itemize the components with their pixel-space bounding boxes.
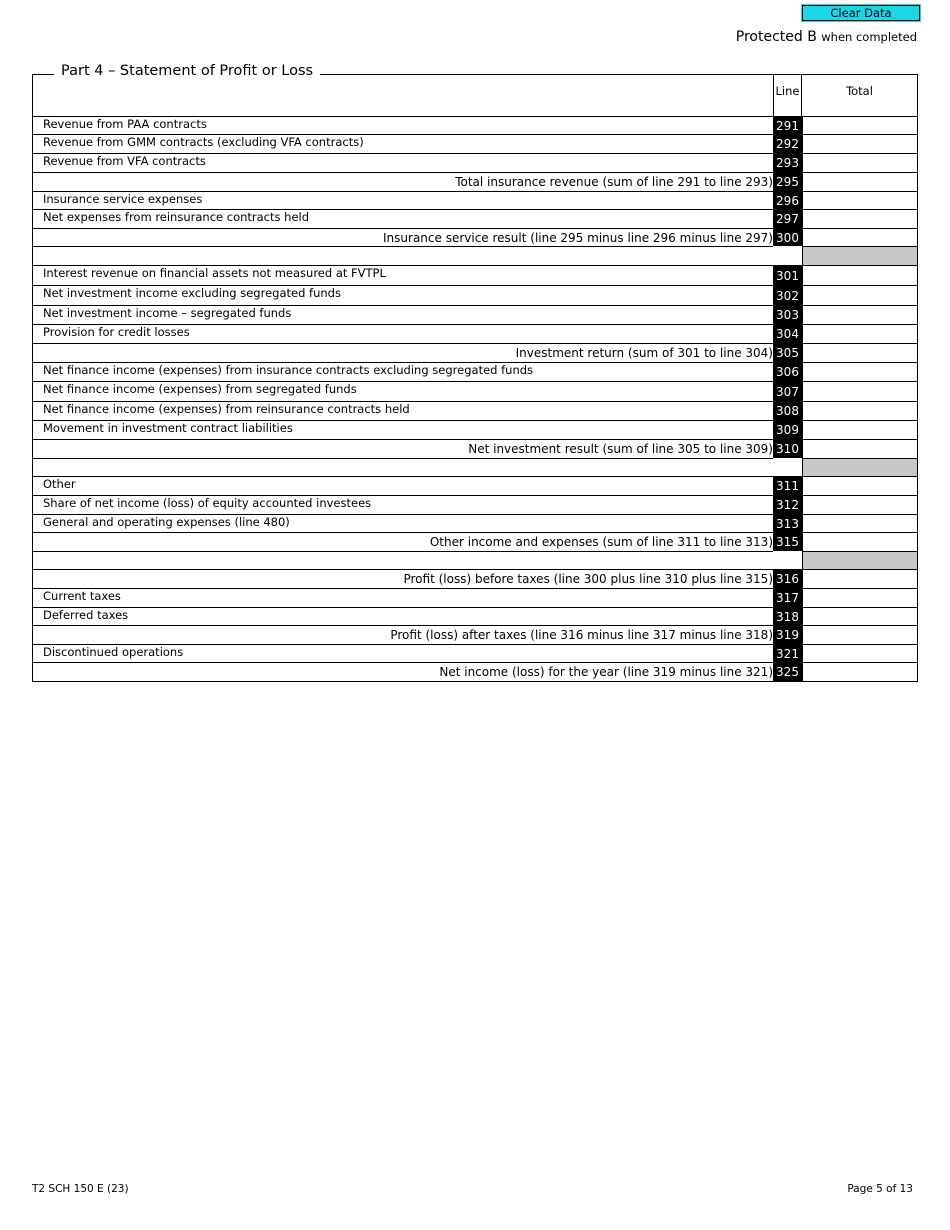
line-number: 318 (773, 607, 802, 626)
line-number: 306 (773, 362, 802, 382)
amount-input[interactable] (802, 515, 917, 532)
line-number: 325 (773, 662, 802, 682)
row-description: Net finance income (expenses) from segregated funds (43, 382, 357, 396)
line-number: 296 (773, 191, 802, 210)
row-description: Other income and expenses (sum of line 311 to line 313) (429, 535, 773, 549)
line-number: 291 (773, 116, 802, 135)
row-description: Other (43, 477, 76, 491)
row-description: Revenue from GMM contracts (excluding VFA contracts) (43, 135, 364, 149)
shaded-cell (802, 247, 917, 265)
row-description: Movement in investment contract liabilities (43, 421, 293, 435)
total-row (32, 172, 918, 191)
row-description: General and operating expenses (line 480) (43, 515, 290, 529)
line-number: 317 (773, 588, 802, 608)
table-row (32, 134, 918, 153)
total-column-header: Total (846, 84, 873, 98)
total-row (32, 625, 918, 644)
table-row (32, 324, 918, 343)
total-row (32, 343, 918, 362)
row-description: Net expenses from reinsurance contracts held (43, 210, 310, 224)
line-number: 305 (773, 343, 802, 363)
table-row (32, 607, 918, 625)
row-description: Insurance service expenses (43, 192, 203, 206)
amount-input[interactable] (802, 402, 917, 420)
line-number: 310 (773, 439, 802, 459)
table-row (32, 285, 918, 305)
row-description: Interest revenue on financial assets not measured at FVTPL (43, 266, 386, 280)
table-row (32, 191, 918, 209)
line-column-header: Line (775, 84, 800, 98)
amount-input[interactable] (802, 382, 917, 401)
row-description: Net finance income (expenses) from reinsurance contracts held (43, 402, 410, 416)
row-description: Revenue from VFA contracts (43, 154, 206, 168)
line-number: 321 (773, 644, 802, 663)
total-row (32, 228, 918, 246)
protected-label: Protected B (735, 29, 817, 45)
form-identifier: T2 SCH 150 E (23) (32, 1183, 129, 1195)
line-number: 311 (773, 476, 802, 496)
amount-input[interactable] (802, 440, 917, 458)
table-row (32, 401, 918, 420)
protected-b-notice (736, 29, 917, 45)
protected-when-completed: when completed (821, 30, 917, 44)
line-number: 301 (773, 265, 802, 286)
row-description: Profit (loss) before taxes (line 300 plus line 310 plus line 315) (403, 572, 773, 586)
amount-input[interactable] (802, 626, 917, 644)
line-number: 303 (773, 305, 802, 325)
part-title: Part 4 – Statement of Profit or Loss (54, 62, 320, 80)
amount-input[interactable] (802, 496, 917, 514)
amount-input[interactable] (802, 570, 917, 588)
row-description: Net investment income – segregated funds (43, 306, 292, 320)
row-description: Share of net income (loss) of equity accounted investees (43, 496, 372, 510)
row-description: Investment return (sum of 301 to line 304) (515, 346, 773, 360)
spacer-row (32, 551, 918, 569)
total-row (32, 569, 918, 588)
amount-input[interactable] (802, 608, 917, 625)
row-description: Provision for credit losses (43, 325, 190, 339)
shaded-cell (802, 459, 917, 476)
total-row (32, 662, 918, 681)
clear-data-button[interactable]: Clear Data (802, 5, 920, 21)
line-number: 316 (773, 569, 802, 589)
line-number: 297 (773, 209, 802, 229)
line-number: 313 (773, 514, 802, 533)
amount-input[interactable] (802, 192, 917, 209)
line-number (773, 246, 802, 266)
amount-input[interactable] (802, 589, 917, 607)
amount-input[interactable] (802, 306, 917, 324)
table-row (32, 265, 918, 285)
row-description: Insurance service result (line 295 minus line 296 minus line 297) (383, 231, 773, 245)
amount-input[interactable] (802, 325, 917, 343)
amount-input[interactable] (802, 645, 917, 662)
row-description: Current taxes (43, 589, 121, 603)
spacer-row (32, 458, 918, 476)
spacer-row (32, 246, 918, 265)
amount-input[interactable] (802, 135, 917, 153)
table-row (32, 209, 918, 228)
table-row (32, 588, 918, 607)
amount-input[interactable] (802, 363, 917, 381)
table-row (32, 495, 918, 514)
line-number: 315 (773, 532, 802, 552)
line-number: 319 (773, 625, 802, 645)
page-number: Page 5 of 13 (847, 1183, 913, 1195)
amount-input[interactable] (802, 173, 917, 191)
table-row (32, 116, 918, 134)
row-description: Net income (loss) for the year (line 319 minus line 321) (439, 665, 773, 679)
line-number: 308 (773, 401, 802, 421)
line-number (773, 551, 802, 570)
amount-input[interactable] (802, 266, 917, 285)
line-number: 293 (773, 153, 802, 173)
amount-input[interactable] (802, 344, 917, 362)
line-number: 300 (773, 228, 802, 247)
line-number: 307 (773, 381, 802, 402)
amount-input[interactable] (802, 533, 917, 551)
line-number: 304 (773, 324, 802, 344)
line-number: 312 (773, 495, 802, 515)
line-number: 309 (773, 420, 802, 440)
total-row (32, 439, 918, 458)
table-row (32, 420, 918, 439)
amount-input[interactable] (802, 477, 917, 495)
row-description: Deferred taxes (43, 608, 129, 622)
row-description: Net finance income (expenses) from insurance contracts excluding segregated funds (43, 363, 534, 377)
table-row (32, 362, 918, 381)
table-row (32, 476, 918, 495)
table-row (32, 381, 918, 401)
line-number: 292 (773, 134, 802, 154)
shaded-cell (802, 552, 917, 569)
amount-input[interactable] (802, 117, 917, 134)
row-description: Revenue from PAA contracts (43, 117, 207, 131)
amount-input[interactable] (802, 421, 917, 439)
row-description: Profit (loss) after taxes (line 316 minus line 317 minus line 318) (390, 628, 773, 642)
table-row (32, 305, 918, 324)
line-number (773, 458, 802, 477)
amount-input[interactable] (802, 229, 917, 246)
total-row (32, 532, 918, 551)
row-description: Total insurance revenue (sum of line 291 to line 293) (455, 175, 773, 189)
amount-input[interactable] (802, 154, 917, 172)
row-description: Discontinued operations (43, 645, 184, 659)
amount-input[interactable] (802, 286, 917, 305)
line-number: 295 (773, 172, 802, 192)
table-row (32, 153, 918, 172)
line-number: 302 (773, 285, 802, 306)
row-description: Net investment income excluding segregated funds (43, 286, 341, 300)
table-row (32, 514, 918, 532)
amount-input[interactable] (802, 210, 917, 228)
amount-input[interactable] (802, 663, 917, 681)
table-row (32, 644, 918, 662)
row-description: Net investment result (sum of line 305 to line 309) (468, 442, 773, 456)
